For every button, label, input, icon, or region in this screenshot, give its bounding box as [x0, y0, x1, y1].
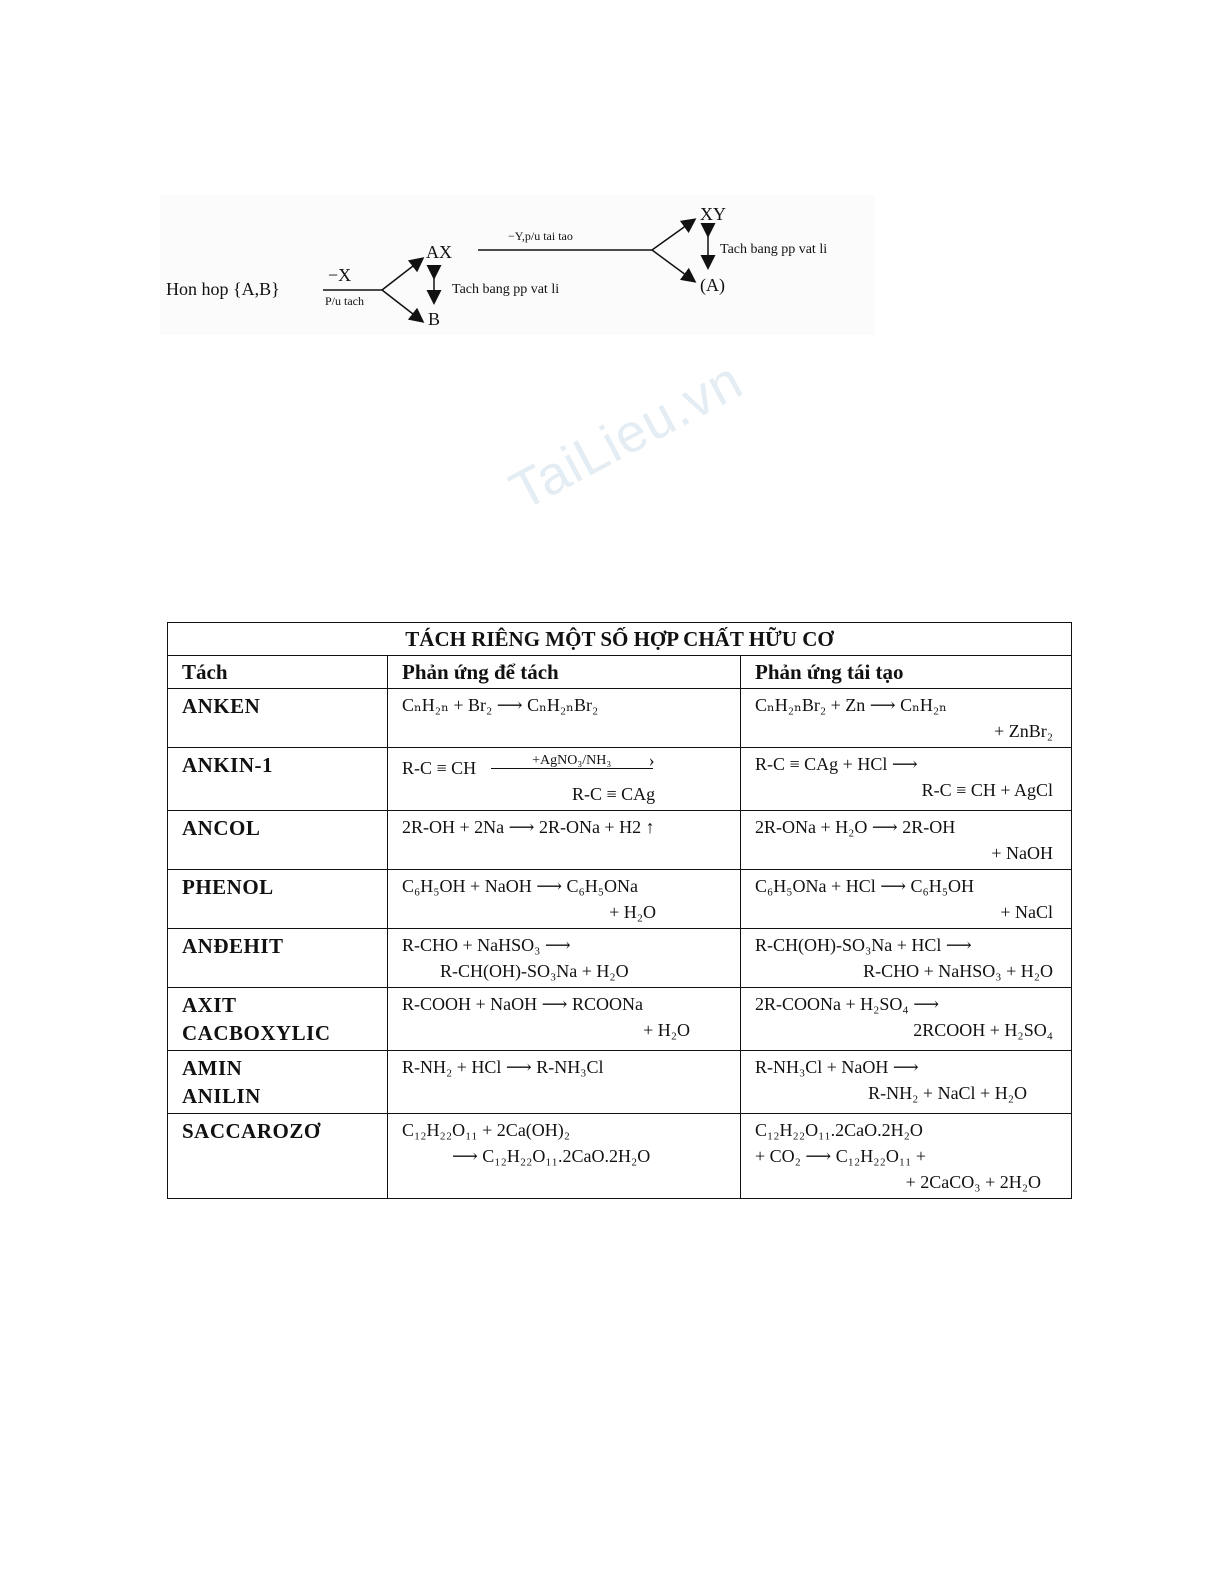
separation-cell: R-NH₂ + HCl ⟶ R-NH₃Cl — [388, 1051, 741, 1114]
header-regeneration-reaction: Phản ứng tái tạo — [741, 656, 1072, 689]
group-cell: AMIN ANILIN — [168, 1051, 388, 1114]
separate2-label: Tach bang pp vat li — [720, 242, 828, 257]
mixture-label: Hon hop {A,B} — [166, 279, 280, 299]
group-cell: AXIT CACBOXYLIC — [168, 988, 388, 1051]
header-separation-reaction: Phản ứng để tách — [388, 656, 741, 689]
reagent-y-label: −Y,p/u tai tao — [508, 229, 573, 243]
group-cell: PHENOL — [168, 870, 388, 929]
table-row — [168, 811, 1072, 870]
separation-table — [167, 622, 1072, 1199]
table-row — [168, 929, 1072, 988]
regeneration-cell: C₆H₅ONa + HCl ⟶ C₆H₅OH + NaCl — [741, 870, 1072, 929]
regeneration-cell: R-C ≡ CAg + HCl ⟶ R-C ≡ CH + AgCl — [741, 748, 1072, 811]
table-row — [168, 870, 1072, 929]
group-cell: ANCOL — [168, 811, 388, 870]
xy-label: XY — [700, 204, 726, 224]
separation-cell: R-C ≡ CH +AgNO₃/NH₃ › R-C ≡ CAg — [388, 748, 741, 811]
separate1-label: Tach bang pp vat li — [452, 282, 560, 297]
group-cell: SACCAROZƠ — [168, 1114, 388, 1199]
table-title-row — [168, 623, 1072, 656]
step1-label: P/u tach — [325, 294, 364, 308]
table-row — [168, 1114, 1072, 1199]
group-cell: ANKIN-1 — [168, 748, 388, 811]
group-cell: ANĐEHIT — [168, 929, 388, 988]
arrow-to-xy — [652, 220, 694, 250]
separation-cell: R-COOH + NaOH ⟶ RCOONa + H₂O — [388, 988, 741, 1051]
regeneration-cell: R-NH₃Cl + NaOH ⟶ R-NH₂ + NaCl + H₂O — [741, 1051, 1072, 1114]
arrow-to-b — [382, 290, 422, 321]
table-title: TÁCH RIÊNG MỘT SỐ HỢP CHẤT HỮU CƠ — [168, 623, 1072, 656]
a-label: (A) — [700, 275, 725, 295]
table-header-row — [168, 656, 1072, 689]
separation-cell: C₁₂H₂₂O₁₁ + 2Ca(OH)₂ ⟶ C₁₂H₂₂O₁₁.2CaO.2H₂O — [388, 1114, 741, 1199]
regeneration-cell: 2R-COONa + H₂SO₄ ⟶ 2RCOOH + H₂SO₄ — [741, 988, 1072, 1051]
diagram-lines — [160, 195, 875, 335]
regeneration-cell: C₁₂H₂₂O₁₁.2CaO.2H₂O + CO₂ ⟶ C₁₂H₂₂O₁₁ + + 2CaCO₃ + 2H₂O — [741, 1114, 1072, 1199]
separation-cell: C₆H₅OH + NaOH ⟶ C₆H₅ONa + H₂O — [388, 870, 741, 929]
separation-cell: 2R-OH + 2Na ⟶ 2R-ONa + H2 ↑ — [388, 811, 741, 870]
regeneration-cell: 2R-ONa + H₂O ⟶ 2R-OH + NaOH — [741, 811, 1072, 870]
table-row — [168, 1051, 1072, 1114]
ax-label: AX — [426, 242, 452, 262]
arrow-to-ax — [382, 259, 422, 290]
regeneration-cell: CₙH₂ₙBr₂ + Zn ⟶ CₙH₂ₙ + ZnBr₂ — [741, 689, 1072, 748]
group-cell: ANKEN — [168, 689, 388, 748]
reagent-x-label: −X — [328, 265, 352, 285]
header-tach: Tách — [168, 656, 388, 689]
regeneration-cell: R-CH(OH)-SO₃Na + HCl ⟶ R-CHO + NaHSO₃ + H₂O — [741, 929, 1072, 988]
separation-cell: R-CHO + NaHSO₃ ⟶ R-CH(OH)-SO₃Na + H₂O — [388, 929, 741, 988]
b-label: B — [428, 309, 441, 329]
separation-cell: CₙH₂ₙ + Br₂ ⟶ CₙH₂ₙBr₂ — [388, 689, 741, 748]
watermark: TaiLieu.vn — [500, 350, 753, 522]
table-row — [168, 689, 1072, 748]
arrow-to-a — [652, 250, 694, 281]
separation-scheme-diagram — [160, 195, 875, 335]
table-row — [168, 748, 1072, 811]
table-row — [168, 988, 1072, 1051]
